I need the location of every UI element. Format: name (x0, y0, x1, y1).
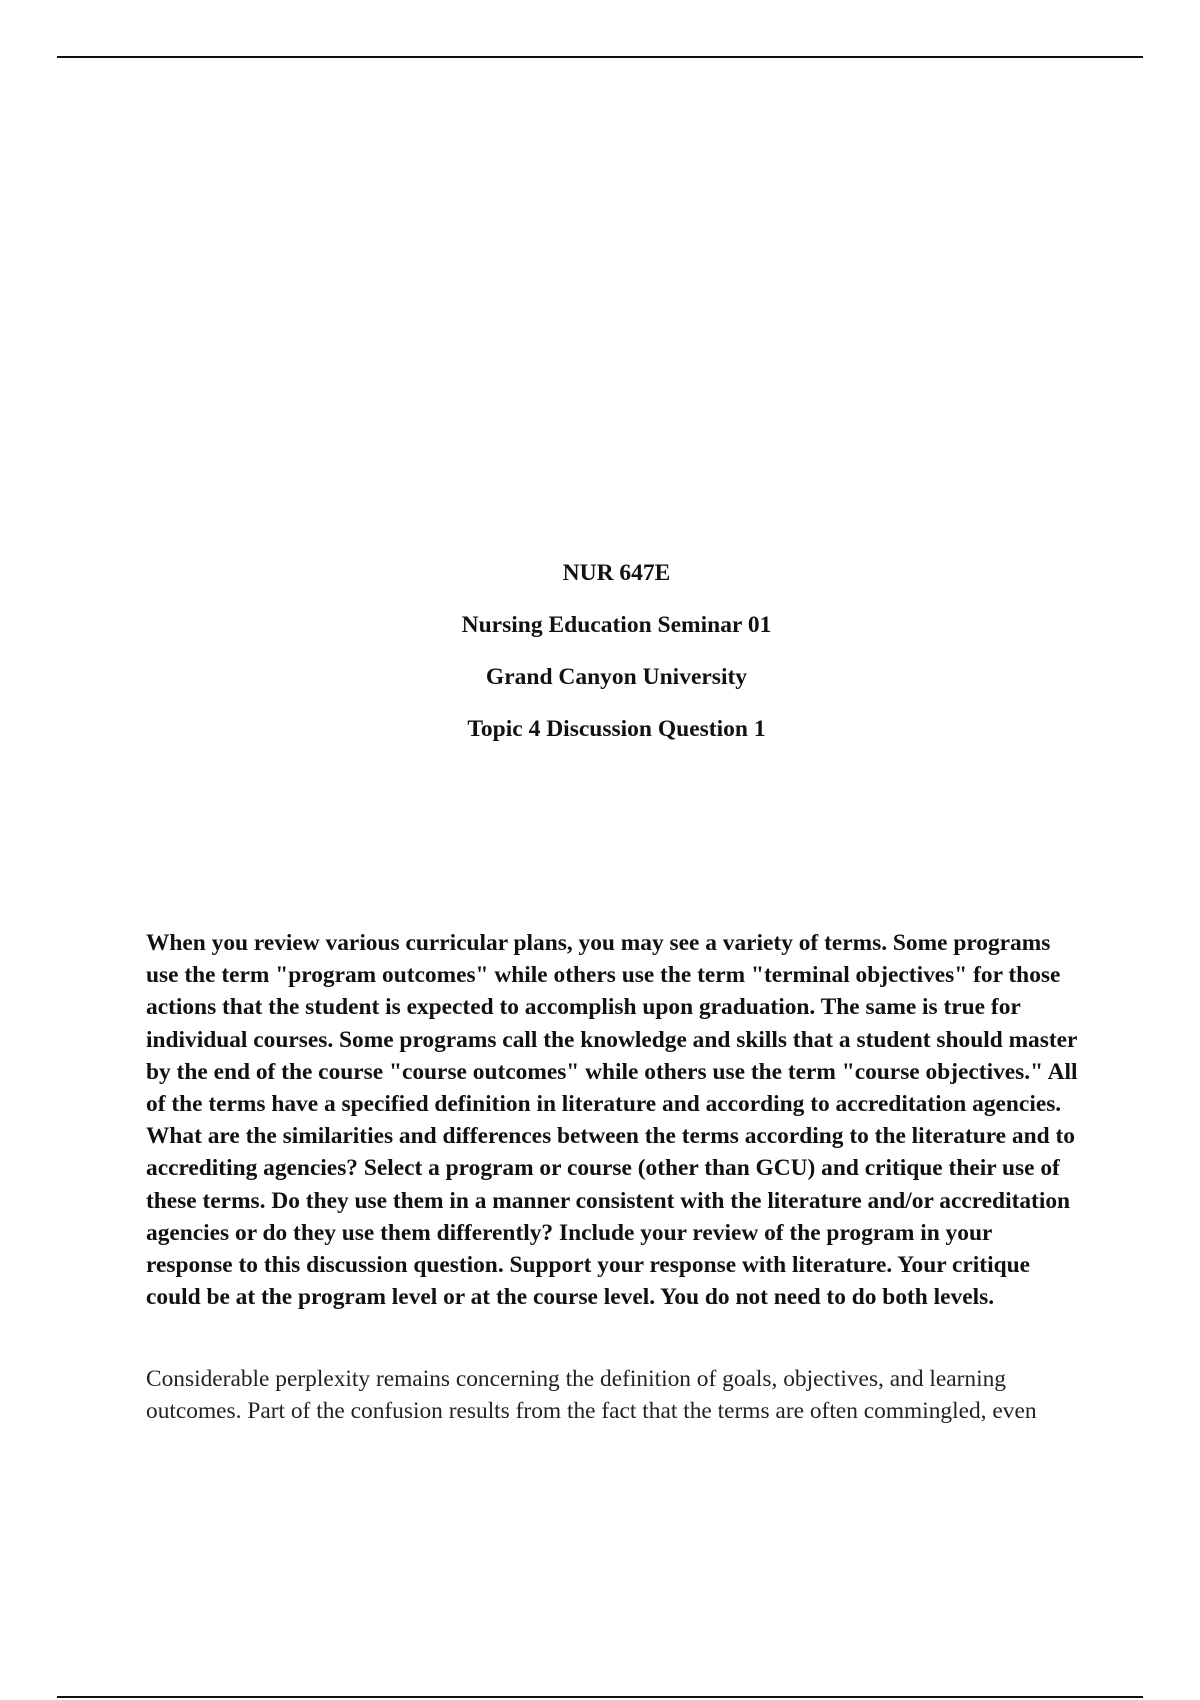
assignment-title: Topic 4 Discussion Question 1 (467, 716, 766, 742)
university-name: Grand Canyon University (485, 664, 748, 690)
course-code: NUR 647E (562, 560, 671, 586)
bottom-rule (57, 1696, 1143, 1698)
top-rule (57, 56, 1143, 58)
course-name: Nursing Education Seminar 01 (461, 612, 772, 638)
discussion-question: When you review various curricular plans, you may see a variety of terms. Some programs use the term "program outcomes" while others use the term "terminal objectives" for those actions that the student is expected to accomplish upon graduation. The same is true for individual courses. Some programs call the knowledge and skills that a student should master by the end of the course "course outcomes" while others use the term "course objectives." All of the terms have a specified definition in literature and according to accreditation agencies. What are the similarities and differences between the terms according to the literature and to accrediting agencies? Select a program or course (other than GCU) and critique their use of these terms. Do they use them in a manner consistent with the literature and/or accreditation agencies or do they use them differently? Include your review of the program in your response to this discussion question. Support your response with literature. Your critique could be at the program level or at the course level. You do not need to do both levels. (146, 930, 1078, 1311)
answer-paragraph: Considerable perplexity remains concerning the definition of goals, objectives, and learning outcomes. Part of the confusion results from the fact that the terms are often commingled, even (146, 1366, 1037, 1424)
title-block (0, 558, 1200, 766)
